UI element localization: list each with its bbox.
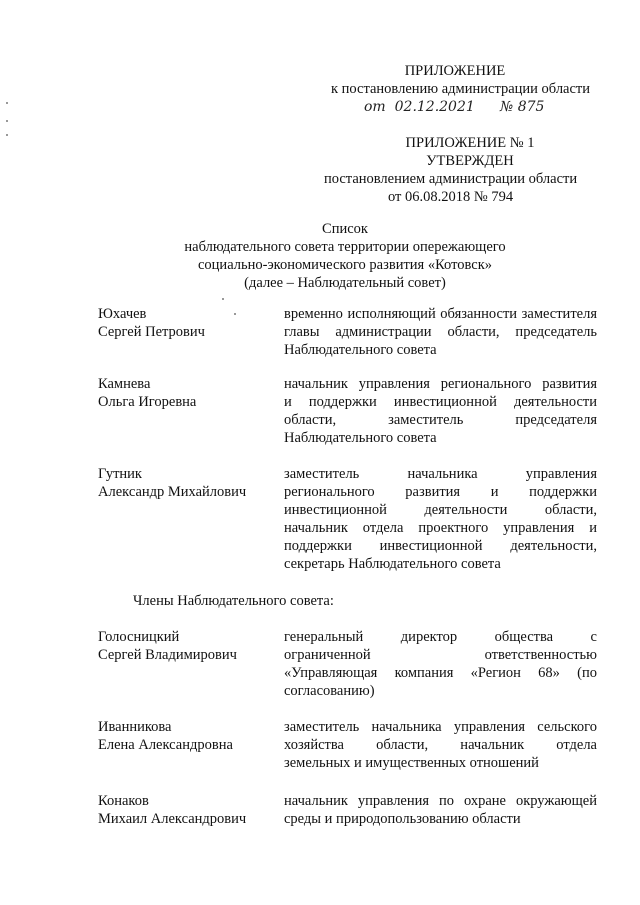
handwritten-date-prefix: от bbox=[364, 99, 386, 115]
handwritten-date: 02.12.2021 bbox=[394, 99, 475, 115]
person-surname: Гутник bbox=[98, 466, 142, 482]
position-line: секретарь Наблюдательного совета bbox=[284, 556, 501, 572]
approved-by: постановлением администрации области bbox=[324, 171, 578, 187]
handwritten-number: 875 bbox=[517, 99, 545, 115]
position-line: инвестиционной деятельности области, bbox=[284, 502, 597, 518]
person-name: Елена Александровна bbox=[98, 737, 233, 753]
position-line: Наблюдательного совета bbox=[284, 430, 437, 446]
person-golosnitsky bbox=[98, 628, 273, 664]
position-line: временно исполняющий обязанности заместителя bbox=[284, 306, 597, 322]
person-name: Александр Михайлович bbox=[98, 484, 247, 500]
person-kamneva bbox=[98, 375, 273, 411]
person-position bbox=[284, 375, 597, 447]
handwritten-date-line bbox=[364, 98, 475, 116]
position-line: Наблюдательного совета bbox=[284, 342, 437, 358]
list-title-line-4: (далее – Наблюдательный совет) bbox=[244, 275, 446, 291]
person-surname: Юхачев bbox=[98, 306, 147, 322]
scan-speck bbox=[6, 102, 8, 104]
scan-speck bbox=[222, 298, 224, 300]
position-line: хозяйства области, начальник отдела bbox=[284, 737, 597, 753]
appendix-title: ПРИЛОЖЕНИЕ bbox=[404, 63, 506, 79]
person-position bbox=[284, 792, 597, 828]
position-line: начальник управления регионального развития bbox=[284, 376, 597, 392]
person-gutnik bbox=[98, 465, 273, 501]
position-line: начальник управления по охране окружающей bbox=[284, 793, 597, 809]
person-position bbox=[284, 718, 597, 772]
person-surname: Камнева bbox=[98, 376, 151, 392]
person-name: Сергей Владимирович bbox=[98, 647, 237, 663]
members-heading: Члены Наблюдательного совета: bbox=[133, 593, 334, 609]
scan-speck bbox=[6, 120, 8, 122]
person-position bbox=[284, 465, 597, 573]
person-surname: Голосницкий bbox=[98, 629, 180, 645]
person-yukhachev bbox=[98, 305, 273, 341]
position-line: главы администрации области, председатель bbox=[284, 324, 597, 340]
person-position bbox=[284, 628, 597, 700]
person-name: Ольга Игоревна bbox=[98, 394, 197, 410]
appendix-subtitle: к постановлению администрации области bbox=[331, 81, 591, 97]
position-line: и поддержки инвестиционной деятельности bbox=[284, 394, 597, 410]
position-line: генеральный директор общества с bbox=[284, 629, 597, 645]
position-line: начальник отдела проектного управления и bbox=[284, 520, 597, 536]
position-line: согласованию) bbox=[284, 683, 375, 699]
approved-date: от 06.08.2018 № 794 bbox=[388, 189, 514, 205]
position-line: «Управляющая компания «Регион 68» (по bbox=[284, 665, 597, 681]
position-line: области, заместитель председателя bbox=[284, 412, 597, 428]
person-name: Михаил Александрович bbox=[98, 811, 247, 827]
position-line: ограниченной ответственностью bbox=[284, 647, 597, 663]
person-surname: Иванникова bbox=[98, 719, 172, 735]
list-title-line-2: наблюдательного совета территории опережающего bbox=[184, 239, 506, 255]
approved-label: УТВЕРЖДЕН bbox=[426, 153, 514, 169]
person-ivannikova bbox=[98, 718, 273, 754]
person-konakov bbox=[98, 792, 273, 828]
position-line: заместитель начальника управления bbox=[284, 466, 597, 482]
person-surname: Конаков bbox=[98, 793, 149, 809]
handwritten-number-line bbox=[500, 98, 544, 116]
person-name: Сергей Петрович bbox=[98, 324, 205, 340]
appendix-1-title: ПРИЛОЖЕНИЕ № 1 bbox=[405, 135, 535, 151]
list-title-line-3: социально-экономического развития «Котовск» bbox=[197, 257, 492, 273]
scan-speck bbox=[6, 134, 8, 136]
person-position bbox=[284, 305, 597, 359]
position-line: регионального развития и поддержки bbox=[284, 484, 597, 500]
list-title: Список bbox=[322, 221, 368, 237]
position-line: заместитель начальника управления сельского bbox=[284, 719, 597, 735]
position-line: поддержки инвестиционной деятельности, bbox=[284, 538, 597, 554]
scan-speck bbox=[234, 313, 236, 315]
position-line: земельных и имущественных отношений bbox=[284, 755, 539, 771]
handwritten-number-prefix: № bbox=[500, 99, 514, 115]
position-line: среды и природопользованию области bbox=[284, 811, 521, 827]
